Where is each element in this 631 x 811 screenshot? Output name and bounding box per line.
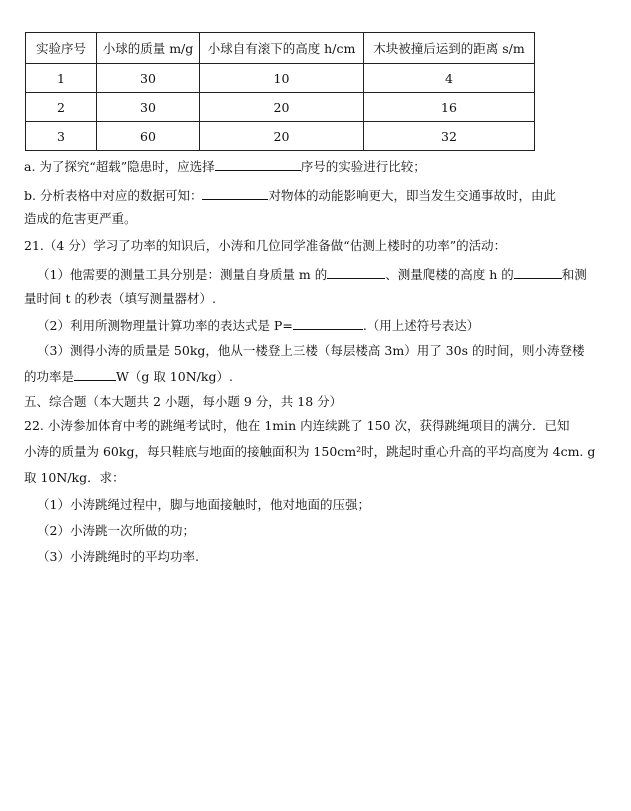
question-a-text-end: 序号的实验进行比较； xyxy=(300,159,426,174)
question-21-part-1-text: （1）他需要的测量工具分别是：测量自身质量 m 的 xyxy=(37,267,328,282)
table-cell: 30 xyxy=(97,93,200,122)
answer-blank[interactable] xyxy=(74,368,116,381)
question-21-part-2-end: .（用上述符号表达） xyxy=(362,318,480,333)
question-21-part-2-text: （2）利用所测物理量计算功率的表达式是 P= xyxy=(37,318,293,333)
table-cell: 30 xyxy=(97,64,200,93)
table-header-row xyxy=(26,33,535,64)
table-cell: 16 xyxy=(364,93,535,122)
question-21-part-3: （3）测得小涛的质量是 50kg，他从一楼登上三楼（每层楼高 3m）用了 30s 的时间，则小涛登楼 xyxy=(37,343,585,358)
question-21-part-1-end: 和测 xyxy=(561,267,587,282)
question-22-part-3: （3）小涛跳绳时的平均功率. xyxy=(37,549,199,564)
table-cell: 10 xyxy=(200,64,364,93)
answer-blank[interactable] xyxy=(327,266,385,279)
question-22-line-1: 22. 小涛参加体育中考的跳绳考试时，他在 1min 内连续跳了 150 次，获得跳绳项目的满分．已知 xyxy=(24,418,570,433)
experiment-table xyxy=(25,32,535,151)
question-a-text: a. 为了探究“超载”隐患时，应选择 xyxy=(24,159,215,174)
section-5-heading: 五、综合题（本大题共 2 小题，每小题 9 分，共 18 分） xyxy=(24,394,343,409)
table-row xyxy=(26,64,535,93)
table-cell: 3 xyxy=(26,122,97,151)
question-22-line-2: 小涛的质量为 60kg，每只鞋底与地面的接触面积为 150cm²时，跳起时重心升高的平均高度为 4cm. g xyxy=(24,444,596,459)
table-row xyxy=(26,122,535,151)
question-21-part-3-end: W（g 取 10N/kg）. xyxy=(116,369,233,384)
question-21-part-2 xyxy=(37,317,479,334)
table-row xyxy=(26,93,535,122)
answer-blank[interactable] xyxy=(514,266,562,279)
answer-blank[interactable] xyxy=(215,158,301,171)
question-21-part-3-text: 的功率是 xyxy=(24,369,75,384)
table-cell: 60 xyxy=(97,122,200,151)
answer-blank[interactable] xyxy=(202,187,268,200)
table-cell: 2 xyxy=(26,93,97,122)
answer-blank[interactable] xyxy=(293,317,363,330)
table-header-cell: 小球自有滚下的高度 h/cm xyxy=(200,33,364,64)
question-b-text-end: 对物体的动能影响更大，即当发生交通事故时，由此 xyxy=(268,188,556,203)
table-cell: 1 xyxy=(26,64,97,93)
question-21-part-1 xyxy=(37,266,587,283)
table-header-cell: 木块被撞后运到的距离 s/m xyxy=(364,33,535,64)
question-21-heading: 21.（4 分）学习了功率的知识后，小涛和几位同学准备做“估测上楼时的功率”的活动： xyxy=(24,238,507,253)
table-cell: 32 xyxy=(364,122,535,151)
table-header-cell: 实验序号 xyxy=(26,33,97,64)
question-b-continued: 造成的危害更严重。 xyxy=(24,211,137,226)
question-a xyxy=(24,158,426,175)
question-22-part-1: （1）小涛跳绳过程中，脚与地面接触时，他对地面的压强； xyxy=(37,497,370,512)
question-b-text: b. 分析表格中对应的数据可知： xyxy=(24,188,203,203)
question-21-part-3-continued xyxy=(24,368,233,385)
question-21-part-1-continued: 量时间 t 的秒表（填写测量器材）. xyxy=(24,291,216,306)
table-cell: 20 xyxy=(200,122,364,151)
question-22-line-3: 取 10N/kg．求： xyxy=(24,470,125,485)
table-header-cell: 小球的质量 m/g xyxy=(97,33,200,64)
question-21-part-1-mid: 、测量爬楼的高度 h 的 xyxy=(385,267,514,282)
question-22-part-2: （2）小涛跳一次所做的功； xyxy=(37,523,195,538)
table-cell: 4 xyxy=(364,64,535,93)
table-cell: 20 xyxy=(200,93,364,122)
question-b xyxy=(24,187,556,204)
